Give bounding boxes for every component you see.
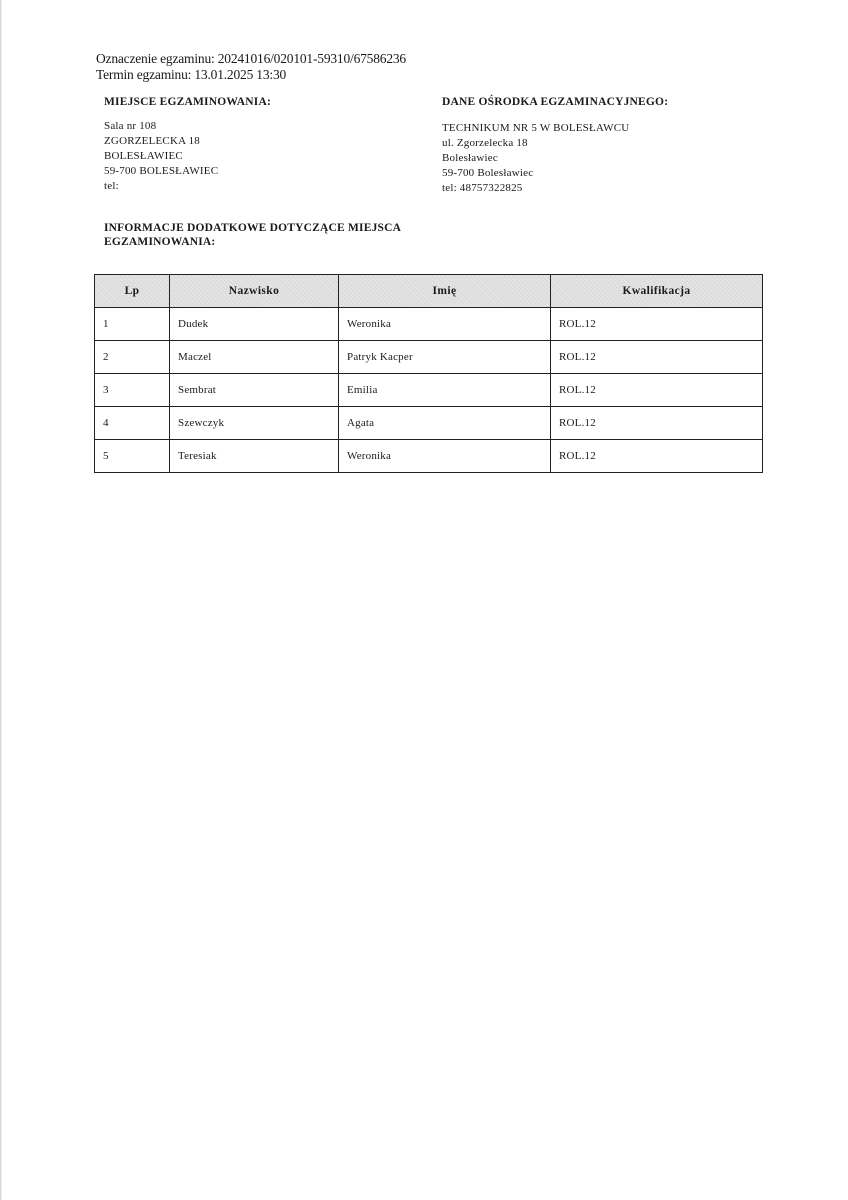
exam-place-line: Sala nr 108: [104, 120, 157, 132]
cell-nazwisko: Sembrat: [170, 374, 339, 407]
cell-lp: 3: [95, 374, 170, 407]
additional-info-title: INFORMACJE DODATKOWE DOTYCZĄCE MIEJSCA EGZAMINOWANIA:: [104, 222, 401, 248]
column-header-kwalifikacja: Kwalifikacja: [551, 275, 763, 308]
column-header-imie: Imię: [339, 275, 551, 308]
scan-edge: [0, 0, 2, 1200]
exam-place-line: tel:: [104, 180, 119, 192]
cell-lp: 1: [95, 308, 170, 341]
exam-date: Termin egzaminu: 13.01.2025 13:30: [96, 67, 287, 82]
cell-lp: 4: [95, 407, 170, 440]
cell-nazwisko: Teresiak: [170, 440, 339, 473]
exam-center-address: [442, 121, 629, 196]
cell-kwalifikacja: ROL.12: [551, 374, 763, 407]
exam-place-title: MIEJSCE EGZAMINOWANIA:: [104, 96, 272, 108]
cell-nazwisko: Szewczyk: [170, 407, 339, 440]
cell-imie: Weronika: [339, 308, 551, 341]
exam-place-address: [104, 119, 218, 194]
table-row: [95, 440, 763, 473]
exam-place-line: BOLESŁAWIEC: [104, 150, 183, 162]
table-row: [95, 374, 763, 407]
cell-nazwisko: Dudek: [170, 308, 339, 341]
column-header-lp: Lp: [95, 275, 170, 308]
candidates-table: [94, 274, 763, 473]
exam-place-line: 59-700 BOLESŁAWIEC: [104, 165, 219, 177]
column-header-nazwisko: Nazwisko: [170, 275, 339, 308]
cell-kwalifikacja: ROL.12: [551, 308, 763, 341]
exam-center-line: Bolesławiec: [442, 152, 498, 164]
table-row: [95, 308, 763, 341]
cell-imie: Emilia: [339, 374, 551, 407]
table-row: [95, 341, 763, 374]
exam-code: Oznaczenie egzaminu: 20241016/020101-59310/67586236: [96, 51, 406, 66]
exam-center-line: ul. Zgorzelecka 18: [442, 137, 528, 149]
cell-imie: Patryk Kacper: [339, 341, 551, 374]
exam-center-line: tel: 48757322825: [442, 182, 523, 194]
exam-center-line: 59-700 Bolesławiec: [442, 167, 534, 179]
table-row: [95, 407, 763, 440]
cell-kwalifikacja: ROL.12: [551, 341, 763, 374]
cell-imie: Agata: [339, 407, 551, 440]
cell-nazwisko: Maczel: [170, 341, 339, 374]
cell-lp: 5: [95, 440, 170, 473]
cell-kwalifikacja: ROL.12: [551, 440, 763, 473]
exam-center-line: TECHNIKUM NR 5 W BOLESŁAWCU: [442, 122, 630, 134]
cell-lp: 2: [95, 341, 170, 374]
table-header-row: [95, 275, 763, 308]
cell-imie: Weronika: [339, 440, 551, 473]
document-header: [96, 51, 406, 83]
exam-center-title: DANE OŚRODKA EGZAMINACYJNEGO:: [442, 96, 669, 108]
exam-place-line: ZGORZELECKA 18: [104, 135, 200, 147]
cell-kwalifikacja: ROL.12: [551, 407, 763, 440]
